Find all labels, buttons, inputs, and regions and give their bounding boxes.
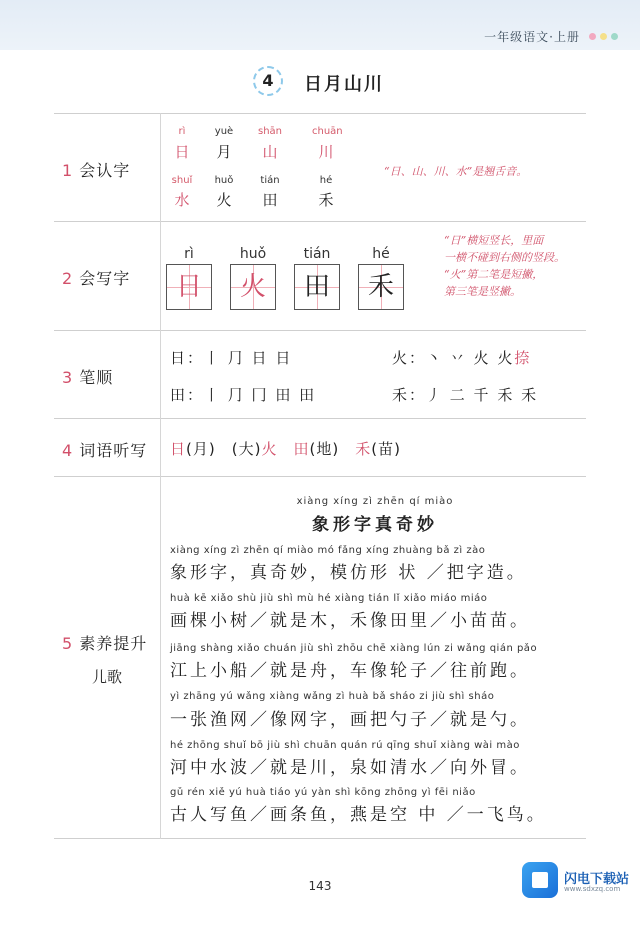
poem-line-pinyin: yì zhāng yú wǎng xiàng wǎng zì huà bǎ sháo zi jiù shì sháo [170, 691, 495, 702]
watermark-name: 闪电下载站 [564, 872, 630, 887]
dot-green [611, 33, 618, 40]
book-label: 一年级语文·上册 [484, 30, 580, 44]
grid-pinyin: rì [184, 246, 194, 262]
hanzi: 日 [174, 143, 190, 161]
hanzi: 山 [262, 143, 278, 161]
pinyin: shuǐ [171, 175, 193, 186]
section-sub-nursery-rhyme: 儿歌 [92, 668, 123, 686]
hanzi: 川 [318, 143, 334, 161]
pinyin: shān [258, 126, 283, 137]
grid-char: 日 [175, 272, 202, 302]
section-label-strokes: 3 笔顺 [62, 368, 114, 387]
writing-grid-ri [166, 264, 212, 310]
lesson-name: 日月山川 [304, 74, 384, 95]
page-number: 143 [308, 879, 332, 893]
stroke-order-he: 禾：丿 二 千 禾 禾 [392, 386, 539, 404]
table-rule-1 [54, 221, 586, 222]
table-rule-top [54, 113, 586, 114]
grid-char: 禾 [367, 272, 394, 302]
watermark-logo-icon [522, 862, 558, 898]
grid-char: 火 [239, 272, 266, 302]
poem-line: 河中水波／就是川，泉如清水／向外冒。 [170, 758, 530, 778]
dot-yellow [600, 33, 607, 40]
recognize-note: “日、山、川、水”是翘舌音。 [384, 165, 528, 178]
section-label-dictation: 4 词语听写 [62, 441, 148, 460]
stroke-order-huo: 火：丶 丷 火 火捺 [392, 349, 532, 367]
poem-title-pinyin: xiàng xíng zì zhēn qí miào [296, 496, 454, 507]
watermark [522, 860, 632, 900]
table-rule-4 [54, 476, 586, 477]
poem-title: 象形字真奇妙 [312, 515, 438, 535]
dot-pink [589, 33, 596, 40]
poem-line: 象形字，真奇妙，模仿形 状 ／把字造。 [170, 563, 527, 583]
poem-line-pinyin: gǔ rén xiě yú huà tiáo yú yàn shì kōng zhōng yì fēi niǎo [170, 787, 476, 798]
hanzi: 田 [262, 191, 278, 209]
watermark-url: www.sdxzq.com [564, 885, 621, 893]
poem-line-pinyin: huà kē xiǎo shù jiù shì mù hé xiàng tián lǐ xiǎo miáo miáo [170, 593, 488, 604]
pinyin: hé [319, 175, 333, 186]
pinyin: huǒ [214, 175, 234, 186]
header-band [0, 0, 640, 50]
hanzi: 禾 [318, 191, 334, 209]
hanzi: 月 [216, 143, 232, 161]
poem-line-pinyin: xiàng xíng zì zhēn qí miào mó fǎng xíng zhuàng bǎ zì zào [170, 545, 486, 556]
stroke-order-ri: 日：丨 ⺆ 日 日 [170, 349, 293, 367]
poem-line: 江上小船／就是舟，车像轮子／往前跑。 [170, 661, 530, 681]
pinyin: rì [178, 126, 186, 137]
writing-grid-tian [294, 264, 340, 310]
section-label-write: 2 会写字 [62, 269, 131, 288]
poem-line-pinyin: jiāng shàng xiǎo chuán jiù shì zhōu chē xiàng lún zi wǎng qián pǎo [170, 643, 538, 654]
pinyin: tián [260, 175, 280, 186]
writing-grid-he [358, 264, 404, 310]
lesson-title [0, 66, 640, 100]
table-rule-2 [54, 330, 586, 331]
poem-line-pinyin: hé zhōng shuǐ bō jiù shì chuān quán rú qīng shuǐ xiàng wài mào [170, 740, 520, 751]
pinyin: chuān [312, 126, 343, 137]
writing-grid-huo [230, 264, 276, 310]
poem-line: 一张渔网／像网字，画把勺子／就是勺。 [170, 710, 530, 730]
grid-pinyin: tián [303, 246, 331, 262]
section-label-literacy: 5 素养提升 [62, 634, 148, 653]
grid-char: 田 [303, 272, 330, 302]
poem-line: 古人写鱼／画条鱼，燕是空 中 ／一飞鸟。 [170, 805, 547, 825]
stroke-order-tian: 田：丨 ⺆ 冂 田 田 [170, 386, 317, 404]
hanzi: 水 [174, 191, 190, 209]
lesson-number-badge: 4 [253, 66, 283, 96]
section-label-recognize: 1 会认字 [62, 161, 131, 180]
poem-line: 画棵小树／就是木，禾像田里／小苗苗。 [170, 611, 530, 631]
dictation-line: 日(月) (大)火 田(地) 禾(苗) [170, 440, 401, 458]
pinyin: yuè [214, 126, 234, 137]
table-rule-3 [54, 418, 586, 419]
header-dots [589, 33, 618, 40]
grid-pinyin: huǒ [239, 246, 267, 262]
grid-pinyin: hé [372, 246, 390, 262]
table-rule-bottom [54, 838, 586, 839]
table-column-divider [160, 113, 161, 839]
write-note: “日”横短竖长，里面 一横不碰到右侧的竖段。 “火”第二笔是短撇， 第三笔是竖撇。 [444, 234, 565, 298]
hanzi: 火 [216, 191, 232, 209]
